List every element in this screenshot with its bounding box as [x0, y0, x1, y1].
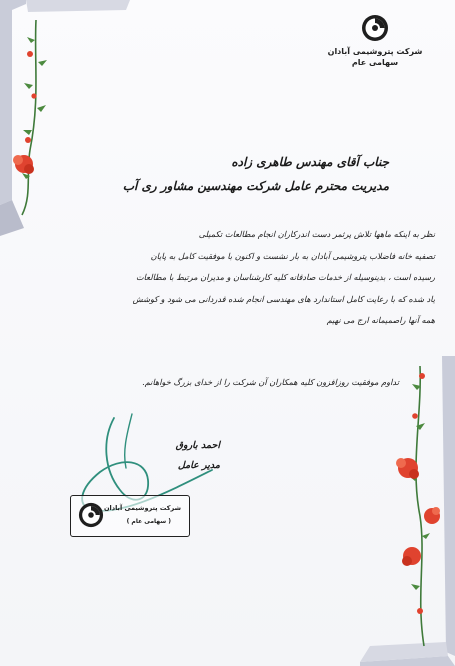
- stamp-logo-icon: [78, 502, 104, 528]
- addressee-block: [59, 150, 389, 198]
- letter-body: [95, 224, 435, 332]
- company-logo-block: [315, 14, 435, 68]
- company-type: سهامی عام: [351, 58, 399, 67]
- stamp-company-name: شرکت پتروشیمی آبادان: [103, 504, 181, 512]
- addressee-name: جناب آقای مهندس طاهری زاده: [231, 155, 389, 169]
- floral-frame-bottom-right: [360, 356, 455, 666]
- body-line: رسیده است ، بدینوسیله از خدمات صادقانه کلیه کارشناسان و مدیران مرتبط با مطالعات: [135, 272, 435, 282]
- body-line: تصفیه خانه فاضلاب پتروشیمی آبادان به بار نشست و اکنون با موفقیت کامل به پایان: [150, 250, 435, 261]
- body-line: همه آنها راصمیمانه ارج می نهیم: [326, 315, 435, 325]
- signer-name: احمد باروق: [175, 440, 220, 451]
- company-stamp: [70, 495, 190, 537]
- body-line: یاد شده که با رعایت کامل استاندارد های مهندسی انجام شده قدردانی می شود و کوشش: [132, 293, 435, 304]
- signer-title: مدیر عامل: [177, 460, 220, 471]
- signer-block: [130, 436, 220, 476]
- stamp-company-type: ( سهامی عام ): [126, 518, 171, 525]
- closing-line: تداوم موفقیت روزافزون کلیه همکاران آن شرکت را از خدای بزرگ خواهانم.: [142, 377, 399, 387]
- company-name: شرکت پتروشیمی آبادان: [327, 47, 423, 56]
- body-line: نظر به اینکه ماهها تلاش پرثمر دست اندرکاران انجام مطالعات تکمیلی: [198, 229, 435, 239]
- floral-frame-top-left: [0, 0, 130, 240]
- addressee-title: مدیریت محترم عامل شرکت مهندسین مشاور ری آب: [122, 179, 389, 193]
- company-logo-icon: [361, 14, 389, 42]
